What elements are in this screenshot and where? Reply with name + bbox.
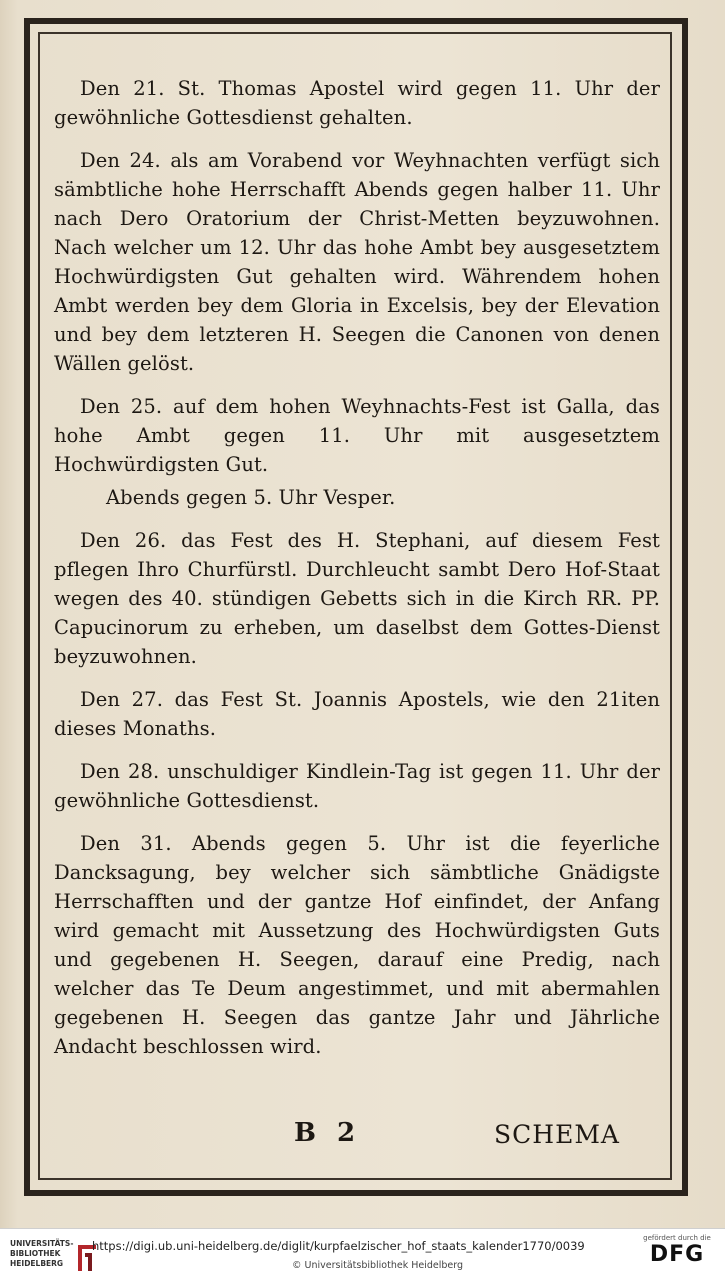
page-footer — [54, 1118, 660, 1158]
catchword: SCHEMA — [494, 1120, 620, 1149]
paragraph-dec-24: Den 24. als am Vorabend vor Weyhnachten verfügt sich sämbtliche hohe Herrschafft Abends gegen halber 11. Uhr nach Dero Oratorium der Christ-Metten beyzuwohnen. Nach welcher um 12. Uhr das hohe Ambt bey ausgesetztem Hochwürdigsten Gut gehalten wird. Währendem hohen Ambt werden bey dem Gloria in Excelsis, bey der Elevation und bey dem letzteren H. Seegen die Canonen von denen Wällen gelöst. — [54, 149, 660, 375]
page-text — [54, 74, 660, 1075]
paragraph-dec-26: Den 26. das Fest des H. Stephani, auf diesem Fest pflegen Ihro Churfürstl. Durchleucht sambt Dero Hof-Staat wegen des 40. stündigen Gebetts sich in die Kirch RR. PP. Capucinorum zu erheben, um daselbst dem Gottes-Dienst beyzuwohnen. — [54, 529, 660, 668]
paragraph-dec-28: Den 28. unschuldiger Kindlein-Tag ist gegen 11. Uhr der gewöhnliche Gottesdienst. — [54, 760, 660, 812]
funder-logo[interactable] — [641, 1234, 713, 1268]
viewer-footer-bar — [0, 1228, 725, 1280]
library-logo[interactable] — [10, 1239, 88, 1273]
library-name: UNIVERSITÄTS- BIBLIOTHEK HEIDELBERG — [10, 1239, 74, 1268]
signature-mark: B 2 — [294, 1118, 362, 1148]
dfg-logo-text: DFG — [649, 1242, 705, 1267]
copyright-notice: © Universitätsbibliothek Heidelberg — [292, 1260, 464, 1271]
permalink-url[interactable]: https://digi.ub.uni-heidelberg.de/diglit/kurpfaelzischer_hof_staats_kalender1770/0039 — [92, 1239, 585, 1253]
paragraph-dec-25: Den 25. auf dem hohen Weyhnachts-Fest ist Galla, das hohe Ambt gegen 11. Uhr mit ausgesetztem Hochwürdigsten Gut. — [54, 395, 660, 476]
paragraph-dec-25-vesper: Abends gegen 5. Uhr Vesper. — [106, 486, 396, 509]
paragraph-dec-31: Den 31. Abends gegen 5. Uhr ist die feyerliche Dancksagung, bey welcher sich sämbtliche Gnädigste Herrschafften und der gantze Hof einfindet, der Anfang wird gemacht mit Aussetzung des Hochwürdigsten Guts und gegebenen H. Seegen, darauf eine Predig, nach welcher das Te Deum angestimmet, und mit abermahlen gegebenen H. Seegen das gantze Jahr und Jährliche Andacht beschlossen wird. — [54, 832, 660, 1058]
paragraph-dec-21: Den 21. St. Thomas Apostel wird gegen 11. Uhr der gewöhnliche Gottesdienst gehalten. — [54, 77, 660, 129]
paragraph-dec-27: Den 27. das Fest St. Joannis Apostels, wie den 21iten dieses Monaths. — [54, 688, 660, 740]
funded-by-label: gefördert durch die — [643, 1234, 711, 1242]
